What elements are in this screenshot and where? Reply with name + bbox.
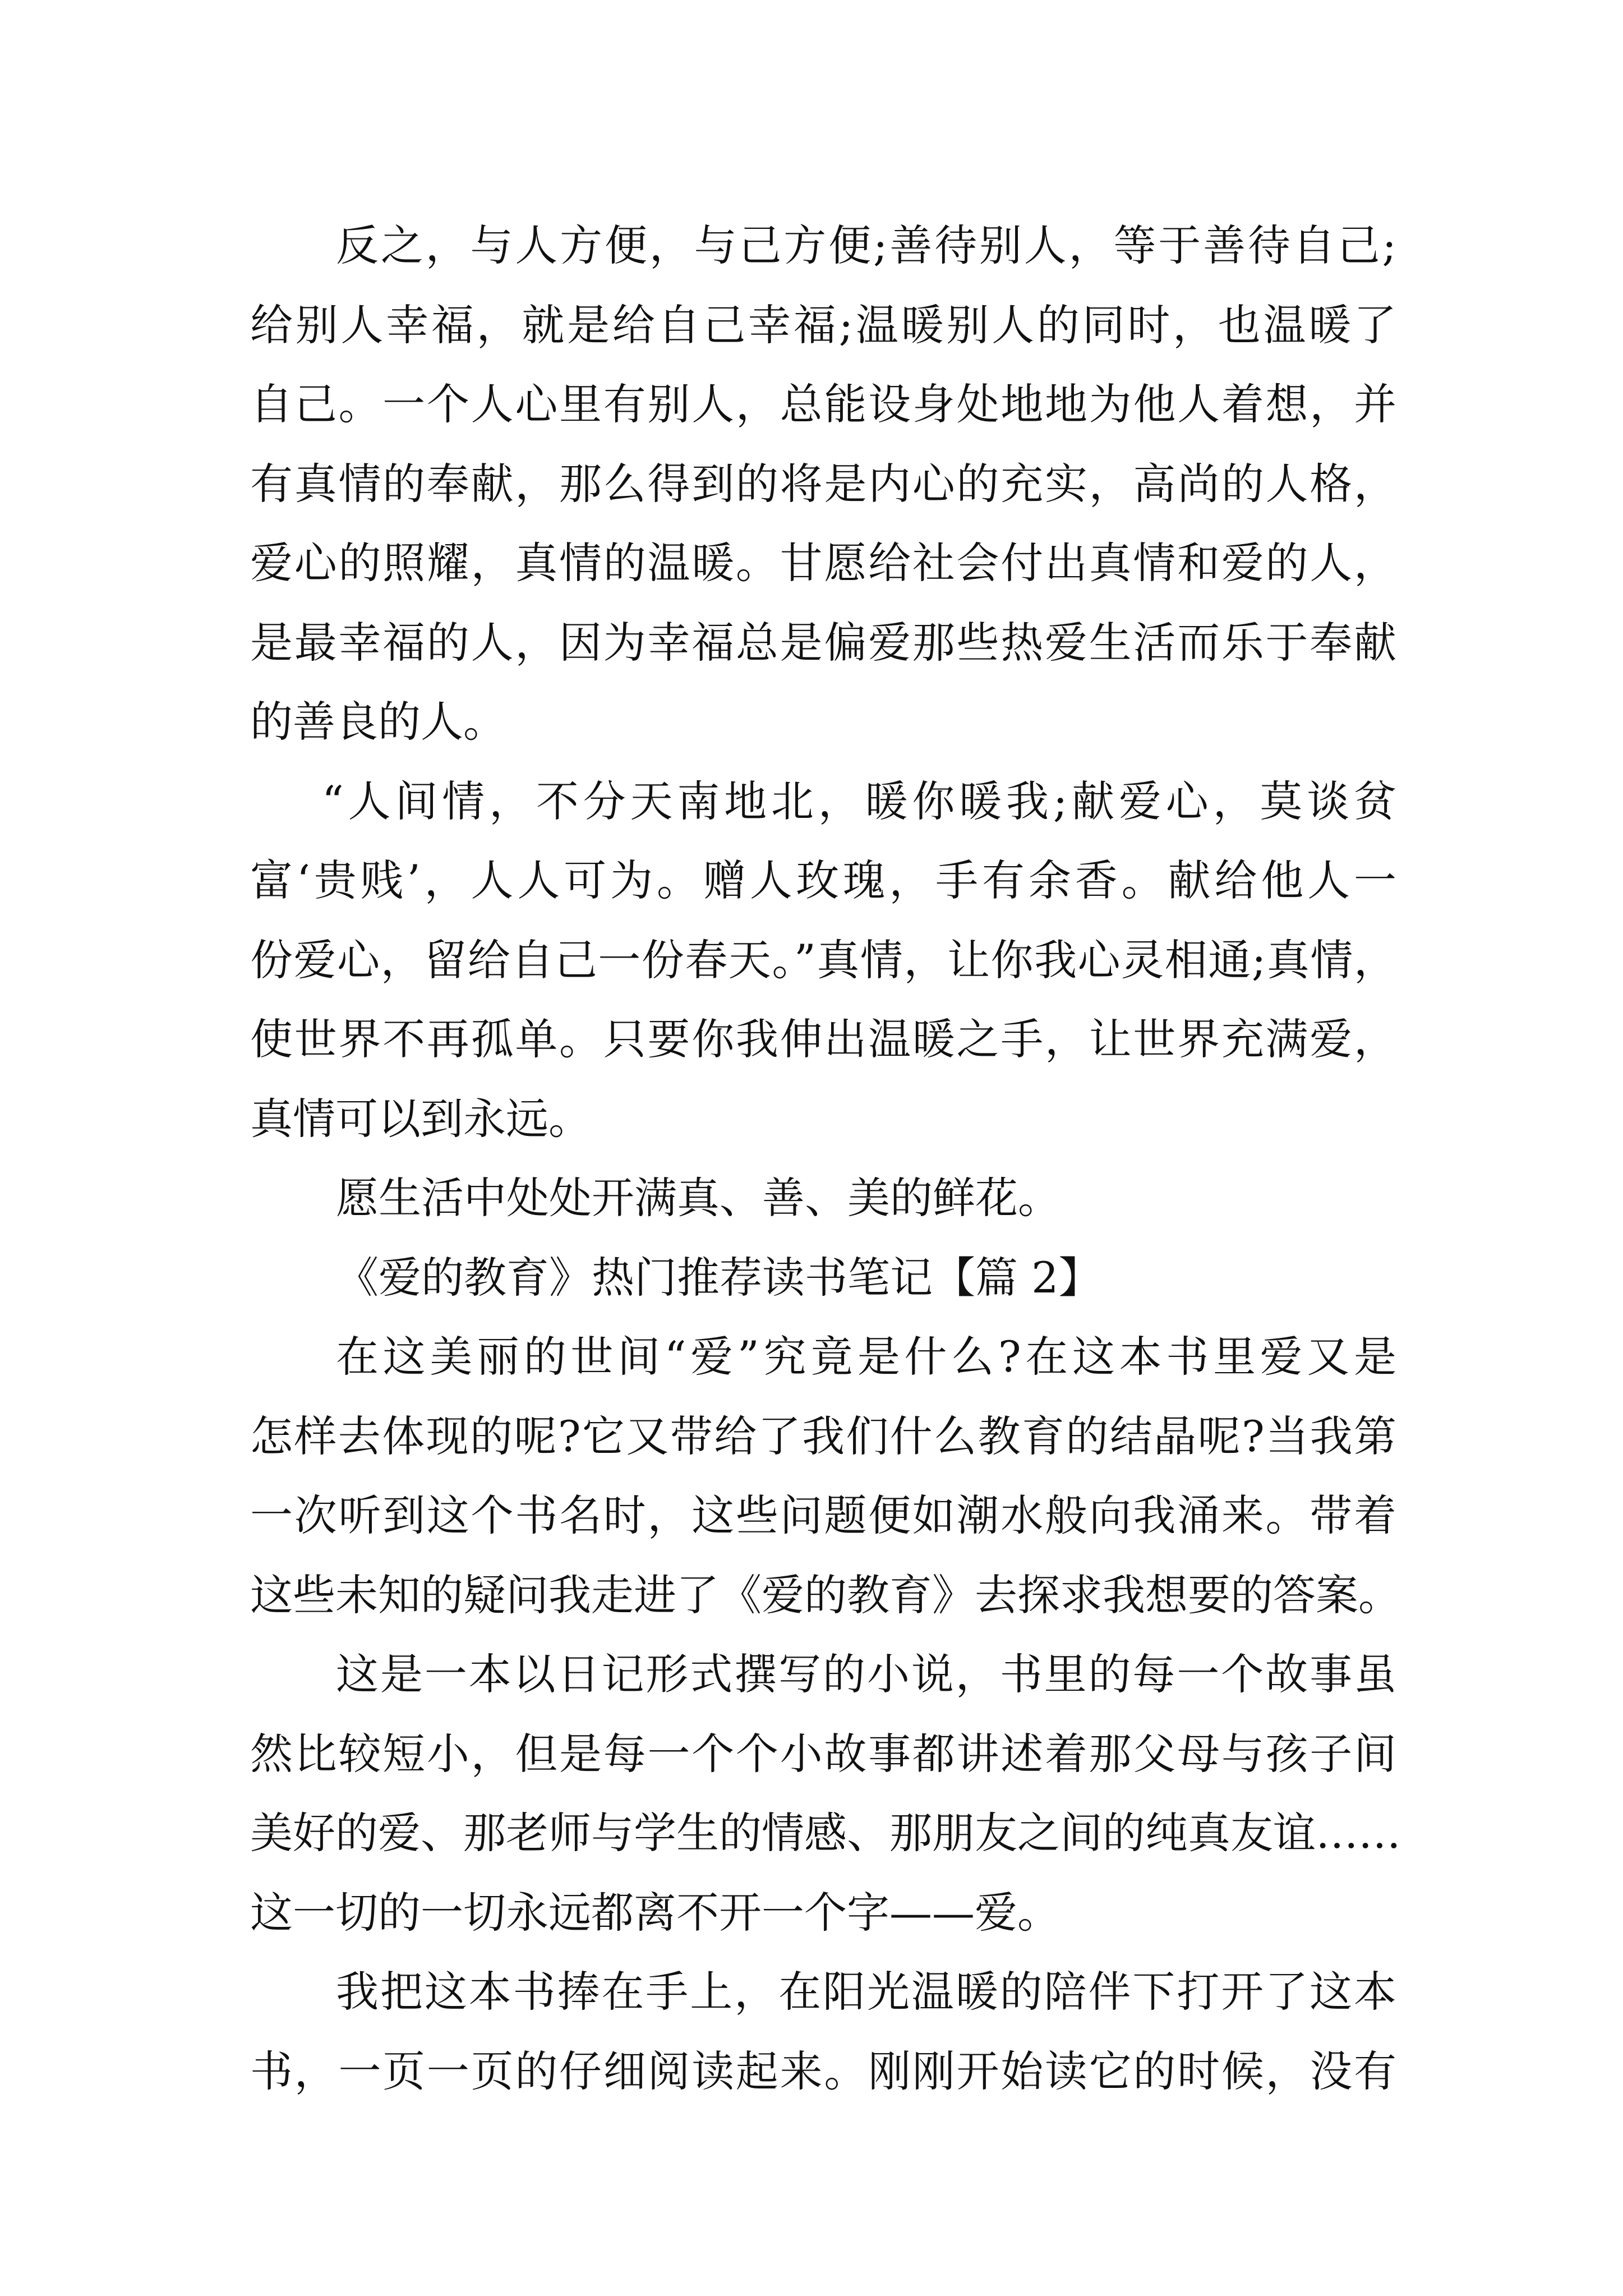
text-line: 这些未知的疑问我走进了《爱的教育》去探求我想要的答案。 xyxy=(250,1570,1401,1620)
text-line: 真情可以到永远。 xyxy=(250,1094,591,1144)
text-line: 的善良的人。 xyxy=(250,697,506,747)
section-heading: 《爱的教育》热门推荐读书笔记【篇 2】 xyxy=(336,1253,1101,1303)
text-line: 愿生活中处处开满真、善、美的鲜花。 xyxy=(336,1173,1061,1223)
text-line: 在这美丽的世间“爱”究竟是什么?在这本书里爱又是 xyxy=(336,1332,1396,1382)
text-line: 爱心的照耀，真情的温暖。甘愿给社会付出真情和爱的人， xyxy=(250,538,1396,588)
text-line: 书，一页一页的仔细阅读起来。刚刚开始读它的时候，没有 xyxy=(250,2046,1396,2096)
text-line: 一次听到这个书名时，这些问题便如潮水般向我涌来。带着 xyxy=(250,1490,1396,1540)
text-line: 给别人幸福，就是给自己幸福;温暖别人的同时，也温暖了 xyxy=(250,300,1396,350)
text-line: 这是一本以日记形式撰写的小说，书里的每一个故事虽 xyxy=(336,1649,1396,1699)
text-line: 反之，与人方便，与己方便;善待别人，等于善待自己; xyxy=(336,220,1396,270)
text-line: 是最幸福的人，因为幸福总是偏爱那些热爱生活而乐于奉献 xyxy=(250,618,1396,668)
text-line: 美好的爱、那老师与学生的情感、那朋友之间的纯真友谊…… xyxy=(250,1808,1401,1858)
text-line: 我把这本书捧在手上，在阳光温暖的陪伴下打开了这本 xyxy=(336,1967,1396,2017)
text-line: 自己。一个人心里有别人，总能设身处地地为他人着想，并 xyxy=(250,379,1396,429)
text-line: 份爱心，留给自己一份春天。”真情，让你我心灵相通;真情， xyxy=(250,935,1396,985)
text-line: 富‘贵贱’，人人可为。赠人玫瑰，手有余香。献给他人一 xyxy=(250,855,1396,905)
text-line: 然比较短小，但是每一个个小故事都讲述着那父母与孩子间 xyxy=(250,1729,1396,1779)
text-line: 使世界不再孤单。只要你我伸出温暖之手，让世界充满爱， xyxy=(250,1014,1396,1064)
text-line: 怎样去体现的呢?它又带给了我们什么教育的结晶呢?当我第 xyxy=(250,1411,1396,1461)
text-line: 这一切的一切永远都离不开一个字——爱。 xyxy=(250,1888,1060,1938)
text-line: 有真情的奉献，那么得到的将是内心的充实，高尚的人格， xyxy=(250,459,1396,509)
text-line: “人间情，不分天南地北，暖你暖我;献爱心，莫谈贫 xyxy=(322,776,1396,826)
